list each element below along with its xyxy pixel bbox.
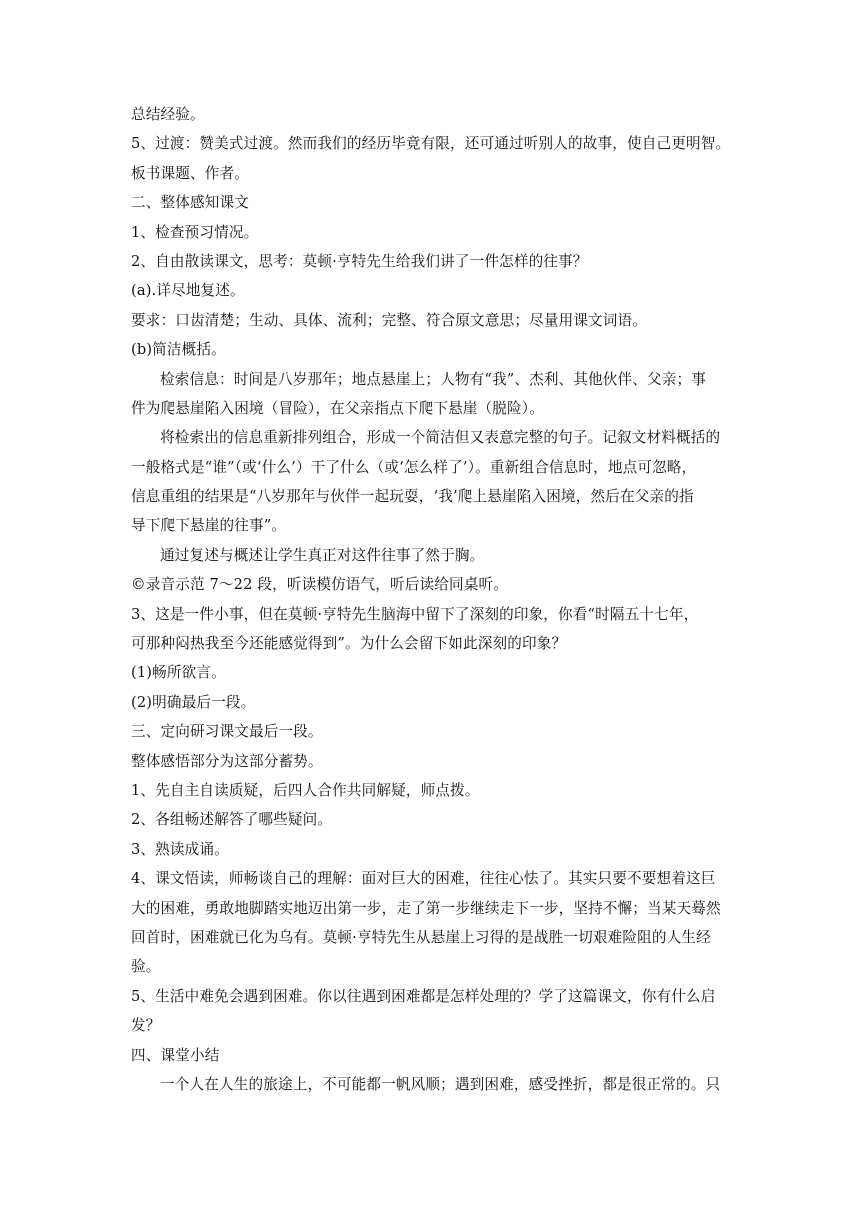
text-line: 将检索出的信息重新排列组合，形成一个简洁但又表意完整的句子。记叙文材料概括的 xyxy=(160,429,721,447)
text-line: ©录音示范 7～22 段，听读模仿语气，听后读给同桌听。 xyxy=(131,576,508,594)
document-body xyxy=(131,100,731,1099)
text-line: 板书课题、作者。 xyxy=(131,164,249,182)
text-line: (a).详尽地复述。 xyxy=(131,282,245,300)
text-line: 2、自由散读课文，思考：莫顿·亨特先生给我们讲了一件怎样的往事？ xyxy=(131,252,588,270)
text-line: 检索信息：时间是八岁那年；地点悬崖上；人物有“我”、杰利、其他伙伴、父亲；事 xyxy=(160,370,706,388)
text-line: (2)明确最后一段。 xyxy=(131,693,256,711)
text-line: (1)畅所欲言。 xyxy=(131,664,226,682)
text-line: 4、课文悟读，师畅谈自己的理解：面对巨大的困难，往往心怯了。其实只要不要想着这巨 xyxy=(131,870,716,888)
text-line: 5、过渡：赞美式过渡。然而我们的经历毕竟有限，还可通过听别人的故事，使自己更明智。 xyxy=(131,135,731,153)
text-line: (b)简洁概括。 xyxy=(131,341,226,359)
text-line: 3、熟读成诵。 xyxy=(131,840,229,858)
section-heading: 四、课堂小结 xyxy=(131,1046,220,1064)
text-line: 验。 xyxy=(131,958,161,976)
text-line: 通过复述与概述让学生真正对这件往事了然于胸。 xyxy=(160,546,485,564)
section-heading: 三、定向研习课文最后一段。 xyxy=(131,723,323,741)
text-line: 信息重组的结果是“八岁那年与伙伴一起玩耍，‘我’爬上悬崖陷入困境，然后在父亲的指 xyxy=(131,488,694,506)
text-line: 大的困难，勇敢地脚踏实地迈出第一步，走了第一步继续走下一步，坚持不懈；当某天蓦然 xyxy=(131,899,721,917)
text-line: 件为爬悬崖陷入困境（冒险），在父亲指点下爬下悬崖（脱险）。 xyxy=(131,399,544,417)
text-line: 1、先自主自读质疑，后四人合作共同解疑，师点拨。 xyxy=(131,781,480,799)
text-line: 导下爬下悬崖的往事”。 xyxy=(131,517,287,535)
text-line: 一个人在人生的旅途上，不可能都一帆风顺；遇到困难，感受挫折，都是很正常的。只 xyxy=(160,1075,721,1093)
section-heading: 二、整体感知课文 xyxy=(131,194,249,212)
text-line: 整体感悟部分为这部分蓄势。 xyxy=(131,752,323,770)
text-line: 5、生活中难免会遇到困难。你以往遇到困难都是怎样处理的？学了这篇课文，你有什么启 xyxy=(131,987,716,1005)
text-line: 要求：口齿清楚；生动、具体、流利；完整、符合原文意思；尽量用课文词语。 xyxy=(131,311,648,329)
text-line: 总结经验。 xyxy=(131,106,205,123)
text-line: 一般格式是“谁”（或‘什么’）干了什么（或‘怎么样了’）。重新组合信息时，地点可忽略， xyxy=(131,458,697,476)
text-line: 发？ xyxy=(131,1017,161,1035)
text-line: 回首时，困难就已化为乌有。莫顿·亨特先生从悬崖上习得的是战胜一切艰难险阻的人生经 xyxy=(131,928,711,946)
text-line: 2、各组畅述解答了哪些疑问。 xyxy=(131,811,333,829)
text-line: 3、这是一件小事，但在莫顿·亨特先生脑海中留下了深刻的印象，你看“时隔五十七年， xyxy=(131,605,699,623)
text-line: 可那种闷热我至今还能感觉得到”。为什么会留下如此深刻的印象？ xyxy=(131,635,567,653)
text-line: 1、检查预习情况。 xyxy=(131,223,259,241)
